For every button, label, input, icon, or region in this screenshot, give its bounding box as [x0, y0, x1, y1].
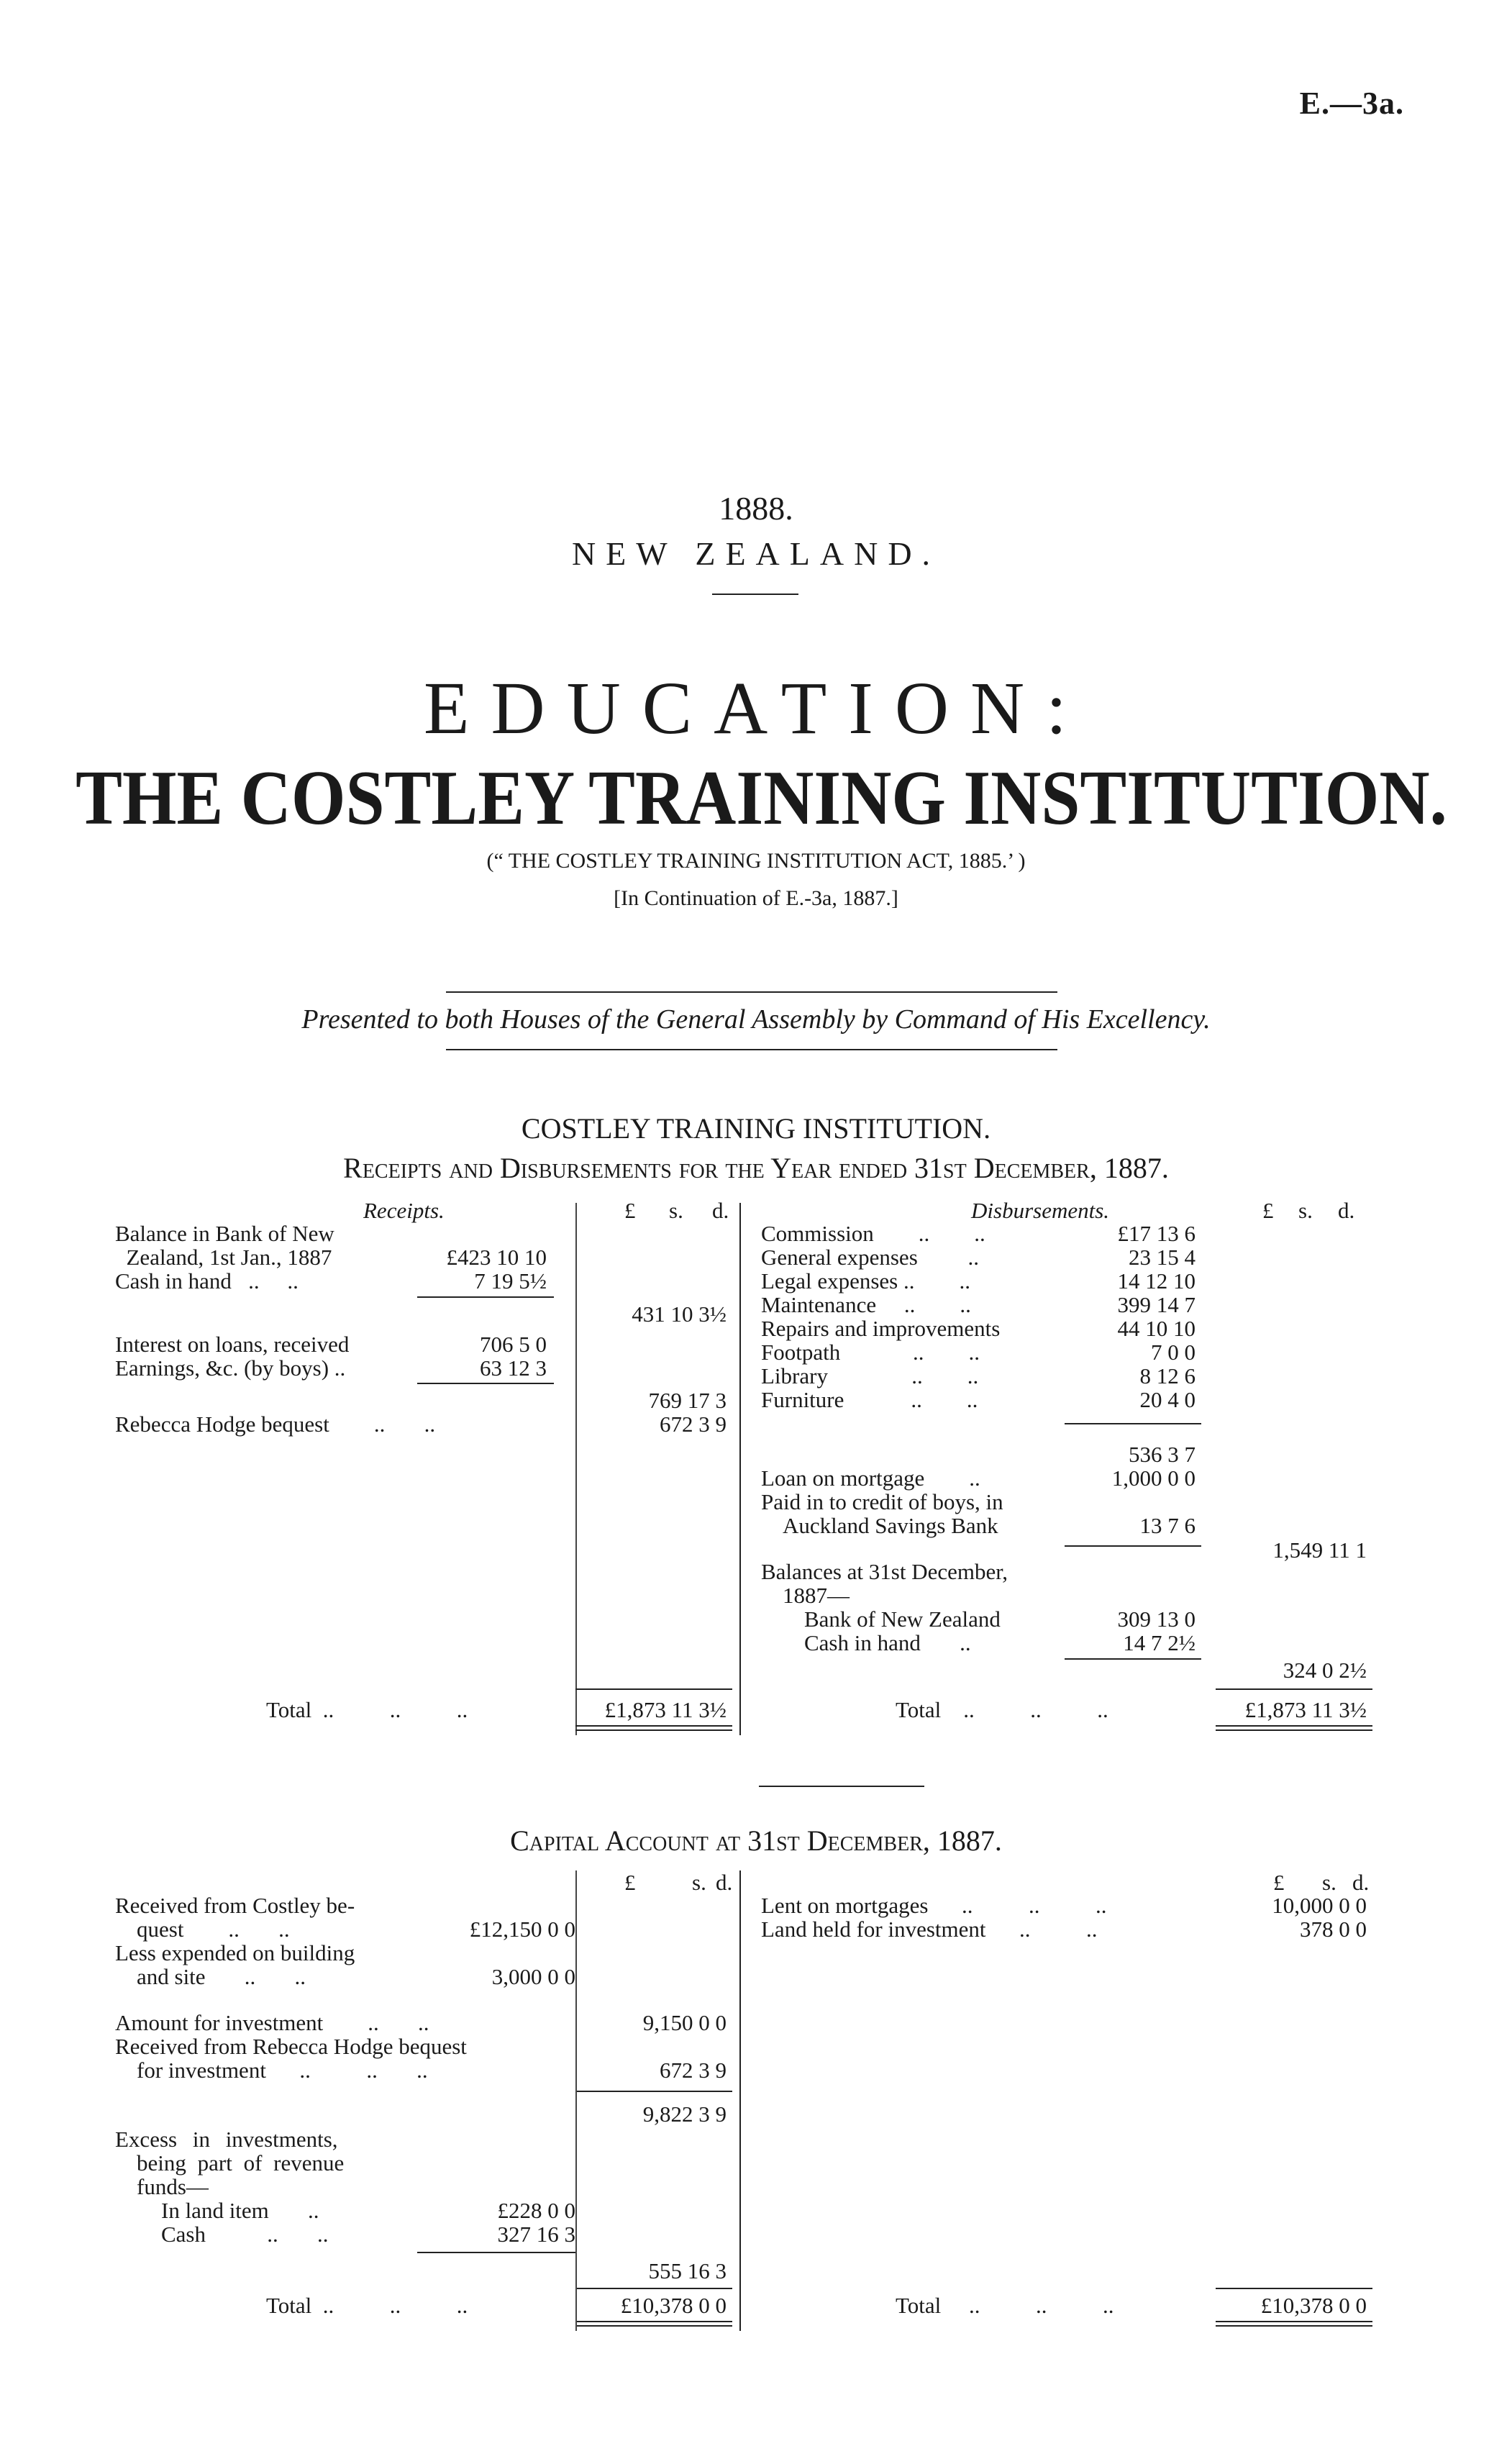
section-subheading: Receipts and Disbursements for the Year ended 31st December, 1887.: [343, 1152, 1169, 1184]
excess-label: Excess in investments,: [115, 2127, 338, 2152]
receipt-inner: £423 10 10: [446, 1245, 547, 1270]
disbursement-label: Legal expenses .. ..: [761, 1268, 970, 1294]
less-label: Less expended on building: [115, 1940, 355, 1965]
total-value: £1,873 11 3½: [1244, 1697, 1367, 1722]
divider: [759, 1786, 924, 1787]
sum-rule: [1216, 2288, 1372, 2289]
receipt-label: Balance in Bank of New: [115, 1221, 334, 1246]
less-label: and site .. ..: [137, 1964, 306, 1989]
paid-label: Auckland Savings Bank: [783, 1513, 998, 1538]
disbursement-value: 399 14 7: [1117, 1292, 1196, 1317]
sum-rule: [575, 2288, 732, 2289]
subtitle: THE COSTLEY TRAINING INSTITUTION.: [76, 755, 1447, 841]
disbursement-label: Maintenance .. ..: [761, 1292, 971, 1317]
col-shillings: s.: [669, 1198, 683, 1223]
receipt-outer: 672 3 9: [660, 1411, 727, 1437]
sum-rule: [1065, 1545, 1201, 1547]
disbursement-value: 8 12 6: [1139, 1363, 1196, 1388]
disbursement-value: 20 4 0: [1139, 1387, 1196, 1412]
land-label: In land item ..: [161, 2198, 319, 2223]
col-pence: d.: [716, 1870, 733, 1895]
col-pounds: £: [624, 1198, 636, 1223]
total-value: £1,873 11 3½: [604, 1697, 727, 1722]
balances-label: Balances at 31st December,: [761, 1559, 1008, 1584]
double-rule: [575, 1725, 732, 1727]
total-label: Total .. .. ..: [896, 2293, 1114, 2318]
double-rule: [1216, 1729, 1372, 1731]
total-label: Total .. .. ..: [266, 2293, 468, 2318]
column-rule: [739, 1203, 741, 1735]
double-rule: [1216, 2321, 1372, 2322]
column-rule: [575, 1203, 577, 1735]
cash-value: 14 7 2½: [1123, 1630, 1196, 1655]
double-rule: [1216, 2325, 1372, 2327]
amount-label: Amount for investment .. ..: [115, 2010, 429, 2035]
amount-value: 9,150 0 0: [642, 2010, 727, 2035]
col-pounds: £: [1262, 1198, 1274, 1223]
disbursement-subtotal: 536 3 7: [1129, 1442, 1196, 1467]
receipt-label: Rebecca Hodge bequest .. ..: [115, 1411, 436, 1437]
disbursement-value: 7 0 0: [1151, 1340, 1196, 1365]
col-shillings: s.: [1322, 1870, 1336, 1895]
costley-label: quest .. ..: [137, 1917, 290, 1942]
capital-heading: Capital Account at 31st December, 1887.: [510, 1824, 1002, 1857]
total-label: Total .. .. ..: [896, 1697, 1108, 1722]
bnz-value: 309 13 0: [1117, 1606, 1196, 1632]
total-label: Total .. .. ..: [266, 1697, 468, 1722]
rebecca-label: Received from Rebecca Hodge bequest: [115, 2034, 467, 2059]
year: 1888.: [719, 490, 793, 527]
land-held-value: 378 0 0: [1300, 1917, 1367, 1942]
receipts-label: Receipts.: [363, 1198, 445, 1223]
col-pence: d.: [712, 1198, 729, 1223]
disbursement-value: 23 15 4: [1129, 1245, 1196, 1270]
sum-rule: [417, 1296, 554, 1298]
receipt-label: Earnings, &c. (by boys) ..: [115, 1355, 346, 1381]
section-heading: COSTLEY TRAINING INSTITUTION.: [521, 1112, 991, 1145]
double-rule: [1216, 1725, 1372, 1727]
lent-value: 10,000 0 0: [1272, 1893, 1367, 1918]
double-rule: [575, 2321, 732, 2322]
sum-rule: [417, 2252, 575, 2253]
sum-rule: [575, 1688, 732, 1690]
less-value: 3,000 0 0: [491, 1964, 575, 1989]
disbursement-label: Repairs and improvements: [761, 1316, 1001, 1341]
double-rule: [575, 1729, 732, 1731]
document-code: E.—3a.: [1299, 86, 1404, 121]
divider: [446, 1049, 1057, 1050]
column-rule: [575, 1870, 577, 2331]
disbursement-value: 14 12 10: [1117, 1268, 1196, 1294]
land-value: £228 0 0: [497, 2198, 575, 2223]
total-value: £10,378 0 0: [1260, 2293, 1367, 2318]
capital-subtotal: 9,822 3 9: [642, 2101, 727, 2127]
land-held-label: Land held for investment .. ..: [761, 1917, 1098, 1942]
receipt-outer: 769 17 3: [648, 1388, 727, 1413]
cash-value: 327 16 3: [497, 2222, 575, 2247]
balances-label: 1887—: [783, 1583, 850, 1608]
continuation-note: [In Continuation of E.-3a, 1887.]: [614, 886, 898, 910]
col-pence: d.: [1338, 1198, 1355, 1223]
disbursement-label: Furniture .. ..: [761, 1387, 978, 1412]
receipt-label: Zealand, 1st Jan., 1887: [115, 1245, 332, 1270]
costley-label: Received from Costley be-: [115, 1893, 355, 1918]
country: NEW ZEALAND.: [571, 535, 941, 572]
presented-line: Presented to both Houses of the General Assembly by Command of His Excellency.: [301, 1004, 1211, 1035]
sum-rule: [1065, 1423, 1201, 1424]
double-rule: [575, 2325, 732, 2327]
divider: [446, 991, 1057, 993]
excess-label: being part of revenue: [137, 2150, 345, 2176]
disbursement-outer-total: 1,549 11 1: [1272, 1537, 1367, 1563]
col-shillings: s.: [692, 1870, 706, 1895]
disbursement-label: Library .. ..: [761, 1363, 979, 1388]
sum-rule: [1065, 1658, 1201, 1660]
paid-value: 13 7 6: [1139, 1513, 1196, 1538]
col-pence: d.: [1352, 1870, 1370, 1895]
sum-rule: [417, 1383, 554, 1384]
bnz-label: Bank of New Zealand: [804, 1606, 1001, 1632]
costley-value: £12,150 0 0: [469, 1917, 575, 1942]
receipt-outer: 431 10 3½: [632, 1301, 727, 1327]
rebecca-value: 672 3 9: [660, 2058, 727, 2083]
receipt-inner: 7 19 5½: [474, 1268, 547, 1294]
paid-label: Paid in to credit of boys, in: [761, 1489, 1003, 1514]
divider: [712, 594, 798, 595]
disbursement-label: Footpath .. ..: [761, 1340, 980, 1365]
receipt-inner: 63 12 3: [480, 1355, 547, 1381]
main-title: EDUCATION:: [424, 667, 1088, 750]
col-pounds: £: [1273, 1870, 1285, 1895]
cash-label: Cash .. ..: [161, 2222, 329, 2247]
sum-rule: [1216, 1688, 1372, 1690]
receipt-inner: 706 5 0: [480, 1332, 547, 1357]
disbursements-label: Disbursements.: [971, 1198, 1110, 1223]
disbursement-value: 44 10 10: [1117, 1316, 1196, 1341]
cash-label: Cash in hand ..: [804, 1630, 971, 1655]
loan-label: Loan on mortgage ..: [761, 1465, 980, 1491]
receipt-label: Cash in hand .. ..: [115, 1268, 299, 1294]
disbursement-label: Commission .. ..: [761, 1221, 985, 1246]
disbursement-value: £17 13 6: [1117, 1221, 1196, 1246]
excess-label: funds—: [137, 2174, 209, 2199]
excess-total: 555 16 3: [648, 2258, 727, 2283]
col-shillings: s.: [1298, 1198, 1313, 1223]
act-reference: (“ THE COSTLEY TRAINING INSTITUTION ACT, 1885.’ ): [486, 849, 1026, 873]
balances-total: 324 0 2½: [1283, 1658, 1367, 1683]
disbursement-label: General expenses ..: [761, 1245, 980, 1270]
lent-label: Lent on mortgages .. .. ..: [761, 1893, 1107, 1918]
rebecca-label: for investment .. .. ..: [137, 2058, 428, 2083]
loan-value: 1,000 0 0: [1111, 1465, 1196, 1491]
total-value: £10,378 0 0: [620, 2293, 727, 2318]
receipt-label: Interest on loans, received: [115, 1332, 350, 1357]
col-pounds: £: [624, 1870, 636, 1895]
sum-rule: [575, 2091, 732, 2092]
column-rule: [739, 1870, 741, 2331]
